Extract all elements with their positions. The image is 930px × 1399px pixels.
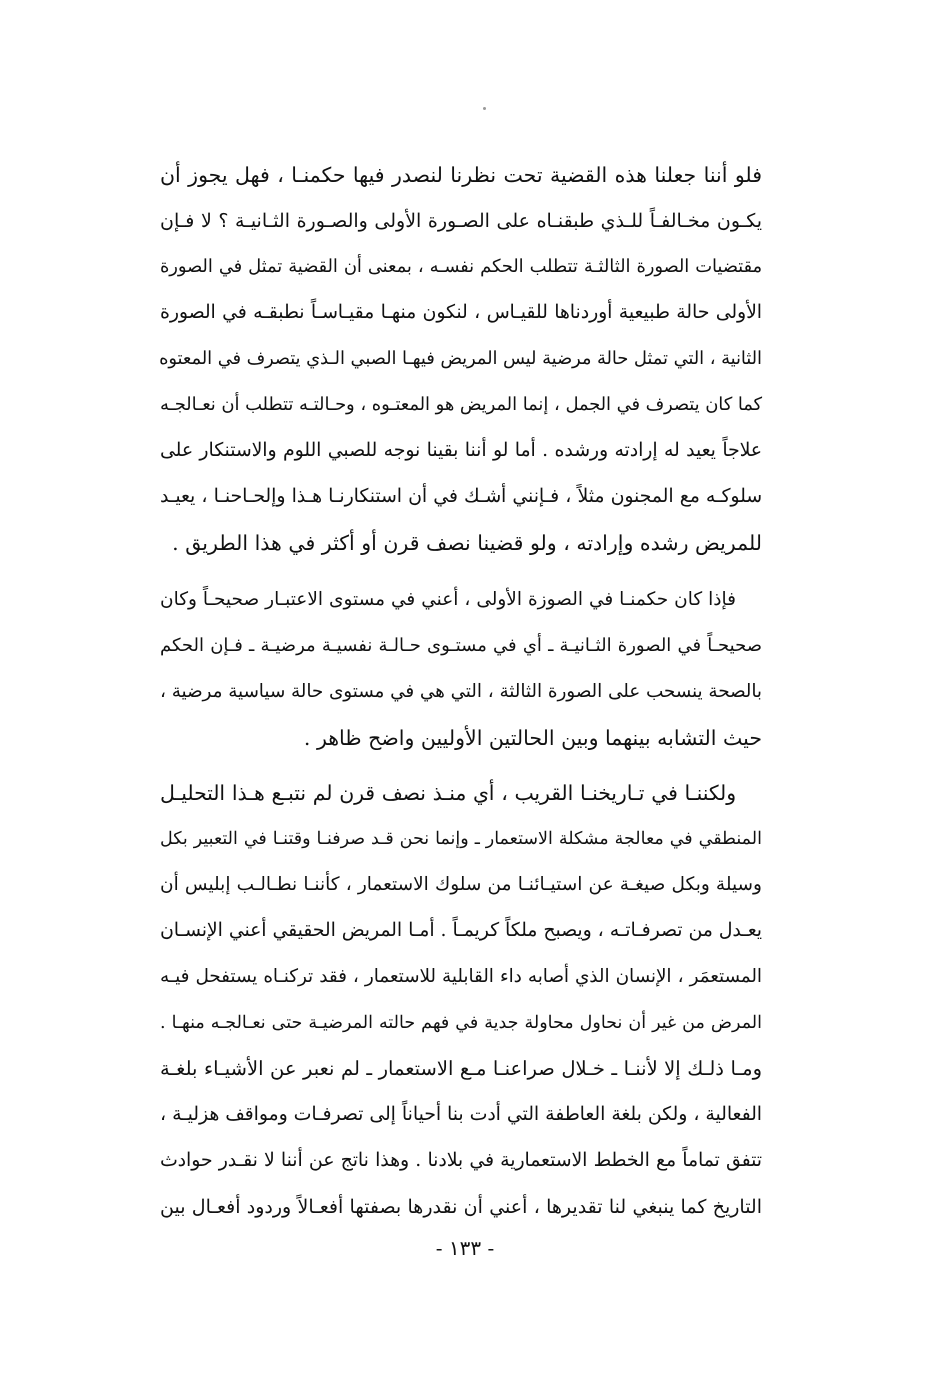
paragraph-1-line-1: فلو أننا جعلنا هذه القضية تحت نظرنا لنصدر فيها حكمنـا ، فهل يجوز أن [160,163,762,187]
paragraph-3-line-4: يعـدل من تصرفـاتـه ، ويصبح ملكاً كريمـاً . أمـا المريض الحقيقي أعني الإنسـان [160,920,762,941]
paragraph-3-line-10: التاريخ كما ينبغي لنا تقديرها ، أعني أن نقدرها بصفتها أفعـالاً وردود أفعـال بين [160,1196,762,1218]
paragraph-3-line-3: وسيلة وبكل صيغـة عن استيـائنـا من سلوك الاستعمار ، كأننـا نطـالـب إبليس أن [160,874,762,895]
page-number: - ١٣٣ - [435,1236,495,1260]
paragraph-2-line-4: حيث التشابه بينهما وبين الحالتين الأوليين واضح ظاهر . [303,726,762,750]
paragraph-2-line-2: صحيحـاً في الصورة الثـانيـة ـ أي في مستـوى حـالـة نفسيـة مرضيـة ـ فـإن الحكم [160,635,762,656]
paragraph-2-line-3: بالصحة ينسحب على الصورة الثالثة ، التي هي في مستوى حالة سياسية مرضية ، [160,681,762,702]
paragraph-3-line-6: المرض من غير أن نحاول محاولة جدية في فهم حالته المرضيـة حتى نعـالجـه منهـا . [160,1013,762,1033]
paragraph-1-line-4: الأولى حالة طبيعية أوردناها للقيـاس ، لنكون منهـا مقيـاسـاً نطبقـه في الصورة [160,302,762,323]
paragraph-3-line-9: تتفق تماماً مع الخطط الاستعمارية في بلادنا . وهذا ناتج عن أننا لا نقـدر حوادث [160,1150,762,1171]
paragraph-2-line-1: فإذا كان حكمنـا في الصوزة الأولى ، أعني في مستوى الاعتبـار صحيحـاً وكان [160,589,736,610]
scan-speck [483,107,486,110]
paragraph-3-line-1: ولكننـا في تـاريخنـا القريب ، أي منـذ نصف قرن لم نتبـع هـذا التحليـل [160,781,736,805]
paragraph-1-line-2: يكـون مخـالفـاً للـذي طبقنـاه على الصـورة الأولى والصـورة الثـانيـة ؟ لا فـإن [160,210,762,232]
paragraph-3 [160,770,762,1230]
paragraph-2 [160,577,762,761]
paragraph-3-line-8: الفعالية ، ولكن بلغة العاطفة التي أدت بنا أحياناً إلى تصرفـات ومواقف هزليـة ، [160,1104,762,1125]
paragraph-1-line-9: للمريض رشده وإرادته ، ولو قضينا نصف قرن أو أكثر في هذا الطريق . [172,531,762,555]
paragraph-3-line-2: المنطقي في معالجة مشكلة الاستعمار ـ وإنما نحن قـد صرفنـا وقتنـا في التعبير بكل [160,829,762,849]
paragraph-1-line-5: الثانية ، التي تمثل حالة مرضية ليس المريض فيهـا الصبي الـذي يتصرف في المعتوه [159,349,762,369]
paragraph-1-line-8: سلوكـه مع المجنون مثلاً ، فـإنني أشـك في أن استنكارنـا هـذا وإلحـاحنـا ، يعيـد [160,486,762,507]
paragraph-3-line-5: المستعمَر ، الإنسان الذي أصابه داء القابلية للاستعمار ، فقد تركنـاه يستفحل فيـه [160,966,762,987]
paragraph-1 [160,152,762,566]
paragraph-1-line-3: مقتضيات الصورة الثالثـة تتطلب الحكم نفسـه ، بمعنى أن القضية تمثل في الصورة [160,257,762,277]
paragraph-3-line-7: ومـا ذلـك إلا لأننـا ـ خـلال صراعنـا مـع الاستعمار ـ لم نعبر عن الأشيـاء بلغـة [160,1057,762,1080]
paragraph-1-line-6: كما كان يتصرف في الجمل ، إنما المريض هو المعتـوه ، وحـالتـه تتطلب أن نعـالجـه [160,395,762,415]
paragraph-1-line-7: علاجاً يعيد له إرادته ورشده . أما لو أننا بقينا نوجه للصبي اللوم والاستنكار على [160,440,762,461]
